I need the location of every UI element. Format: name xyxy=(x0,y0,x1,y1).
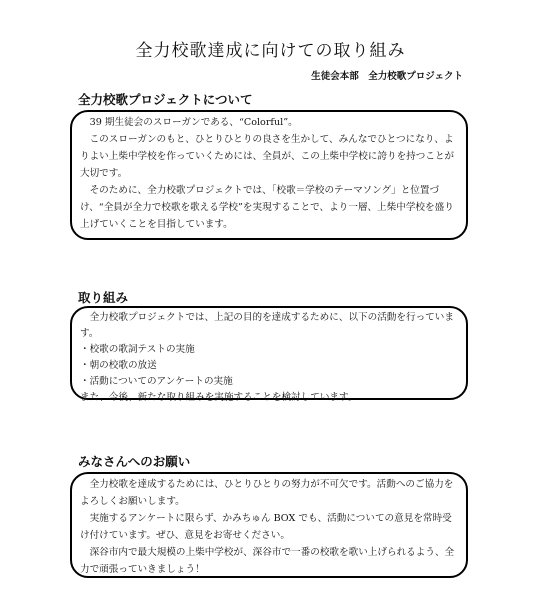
paragraph: 39 期生徒会のスローガンである、“Colorful”。 xyxy=(89,117,298,128)
document-title: 全力校歌達成に向けての取り組み xyxy=(135,41,406,61)
document-subtitle: 生徒会本部 全力校歌プロジェクト xyxy=(311,71,463,82)
project-description-box xyxy=(70,110,468,240)
list-item: ・活動についてのアンケートの実施 xyxy=(80,376,233,387)
section-heading-request: みなさんへのお願い xyxy=(78,454,191,469)
request-box xyxy=(70,472,468,578)
paragraph: 全力校歌プロジェクトでは、上記の目的を達成するために、以下の活動を行っています。 xyxy=(80,312,454,339)
section-heading-project: 全力校歌プロジェクトについて xyxy=(78,92,253,107)
paragraph: 全力校歌を達成するためには、ひとりひとりの努力が不可欠です。活動へのご協力をよろしくお願いします。 xyxy=(80,479,454,507)
list-item: ・朝の校歌の放送 xyxy=(80,360,157,371)
paragraph: このスローガンのもと、ひとりひとりの良さを生かして、みんなでひとつになり、よりよい上柴中学校を作っていくためには、全員が、この上柴中学校に誇りを持つことが大切です。 xyxy=(80,134,455,179)
paragraph: 実施するアンケートに限らず、かみちゅん BOX でも、活動についての意見を常時受け付けています。ぜひ、意見をお寄せください。 xyxy=(80,513,452,541)
section-heading-activities: 取り組み xyxy=(78,290,129,305)
paragraph: そのために、全力校歌プロジェクトでは、「校歌＝学校のテーマソング」と位置づけ、“全員が全力で校歌を歌える学校”を実現することで、より一層、上柴中学校を盛り上げていくことを目指しています。 xyxy=(80,185,454,230)
list-item: ・校歌の歌詞テストの実施 xyxy=(80,344,195,355)
paragraph: また、今後、新たな取り組みを実施することを検討しています。 xyxy=(80,392,358,403)
activities-box xyxy=(70,306,468,403)
paragraph: 深谷市内で最大規模の上柴中学校が、深谷市で一番の校歌を歌い上げられるよう、全力で頑張っていきましょう！ xyxy=(80,547,455,575)
